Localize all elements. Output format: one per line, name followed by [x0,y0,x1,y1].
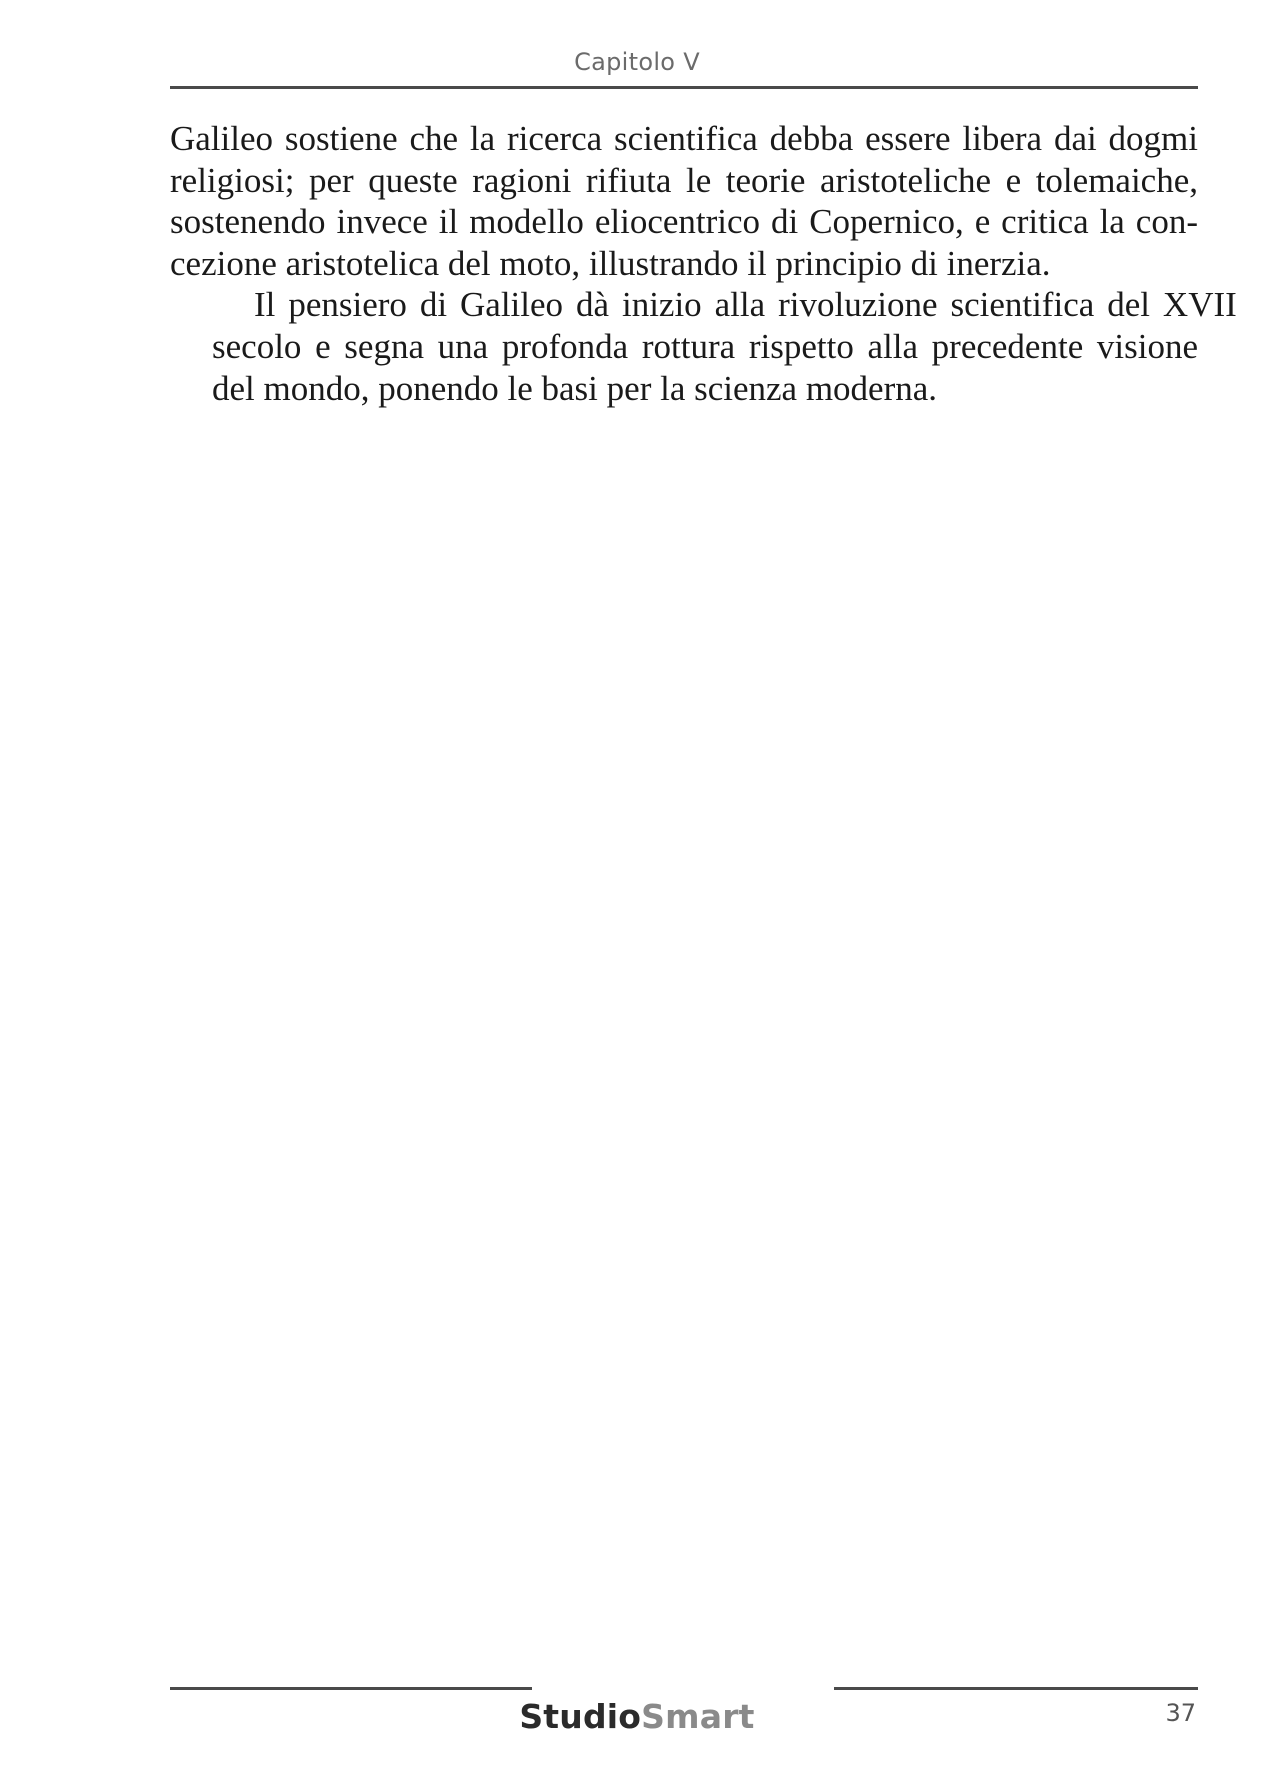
text-line: sostenendo invece il modello eliocentrico di Copernico, e critica la con- [170,202,1198,242]
header-rule [170,86,1198,89]
text-line: religiosi; per queste ragioni rifiuta le teorie aristoteliche e tolemaiche, [170,160,1198,200]
footer-rule-right [834,1687,1198,1690]
text-line: secolo e segna una profonda rottura rispetto alla precedente visione [212,326,1198,366]
page-number: 37 [1165,1699,1196,1727]
text-line: Galileo sostiene che la ricerca scientifica debba essere libera dai dogmi [170,119,1198,158]
paragraph-1 [170,118,1198,284]
text-line: del mondo, ponendo le basi per la scienza moderna. [212,368,938,408]
footer-rule-left [170,1687,532,1690]
publisher-logo [0,1697,1274,1736]
paragraph-2 [170,284,1237,409]
logo-text-smart: Smart [641,1697,755,1736]
text-line: cezione aristotelica del moto, illustrando il principio di inerzia. [170,243,1051,283]
running-header: Capitolo V [574,48,700,76]
body-text [170,118,1237,409]
text-line: Il pensiero di Galileo dà inizio alla rivoluzione scientifica del XVII [254,285,1237,325]
logo-text-studio: Studio [519,1697,642,1736]
